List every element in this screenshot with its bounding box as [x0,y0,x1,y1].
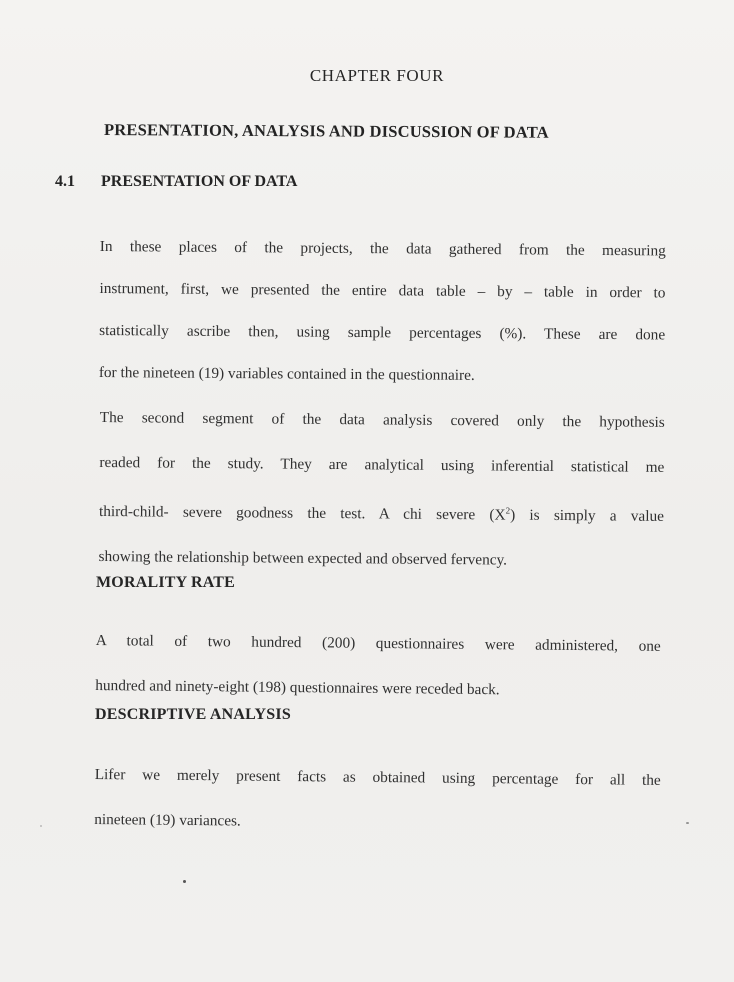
text-line: nineteen (19) variances. [94,810,241,830]
text-line: Lifer we merely present facts as obtained using percentage for all the [94,765,661,789]
paragraph-morality [95,618,661,714]
section-title: PRESENTATION OF DATA [101,173,298,190]
scan-speck [686,822,689,824]
text-line: showing the relationship between expected and observed fervency. [98,547,508,569]
text-line: instrument, first, we presented the entire data table – by – table in order to [99,279,666,302]
text-line: The second segment of the data analysis covered only the hypothesis [99,408,665,431]
text-line: readed for the study. They are analytical using inferential statistical me [99,453,665,476]
text-fragment: ) is simply a value [510,506,665,525]
text-line: for the nineteen (19) variables contained in the questionnaire. [98,363,475,384]
scan-speck [183,880,186,883]
descriptive-analysis-heading: DESCRIPTIVE ANALYSIS [95,706,291,723]
text-line: statistically ascribe then, using sample percentages (%). These are done [99,321,666,344]
text-line-chi-square [99,485,664,539]
text-line: In these places of the projects, the data gathered from the measuring [99,237,666,260]
morality-rate-heading: MORALITY RATE [96,574,236,591]
text-line: hundred and ninety-eight (198) questionnaires were receded back. [95,676,500,699]
paragraph-descriptive [94,752,661,848]
text-fragment: third-child- severe goodness the test. A chi severe (X [98,502,506,524]
chapter-subtitle: PRESENTATION, ANALYSIS AND DISCUSSION OF DATA [103,120,549,142]
scan-speck [40,825,42,827]
section-number: 4.1 [55,173,75,190]
chapter-title: CHAPTER FOUR [309,66,445,85]
paragraph-presentation [99,226,666,398]
section-heading [55,173,297,191]
paragraph-hypothesis [98,395,665,584]
text-line: A total of two hundred (200) questionnaires were administered, one [95,631,661,655]
superscript: 2 [505,505,511,516]
